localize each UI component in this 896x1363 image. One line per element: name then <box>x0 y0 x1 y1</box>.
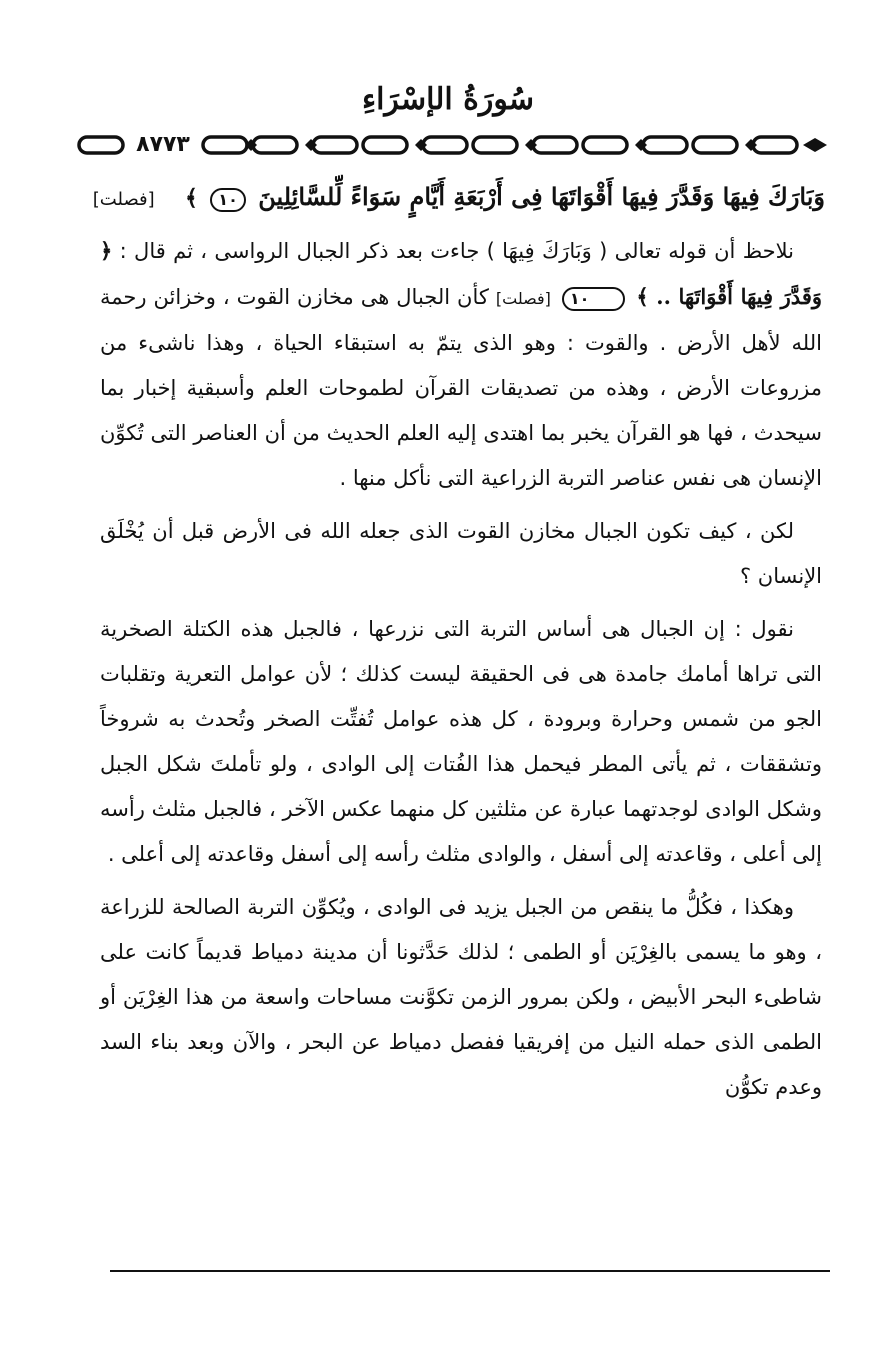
ayah-number-badge: ١٠ <box>210 188 246 212</box>
paragraph-text: كأن الجبال هى مخازن القوت ، وخزائن رحمة الله لأهل الأرض . والقوت : وهو الذى يتمّ به استبقاء الحياة ، وهذا ناشىء من مزروعات الأرض ، وهذه من تصديقات القرآن لطموحات العلم وأسبقية إخبار بما سيحدث ، فها هو القرآن يخبر بما اهتدى إليه العلم الحديث من أن العناصر التى تُكوِّن الإنسان هى نفس عناصر التربة الزراعية التى نأكل منها . <box>100 285 822 490</box>
paragraph: لكن ، كيف تكون الجبال مخازن القوت الذى جعله الله فى الأرض قبل أن يُخْلَق الإنسان ؟ <box>100 519 822 588</box>
surah-reference: [فصلت] <box>92 189 155 210</box>
paragraph: وهكذا ، فكُلُّ ما ينقص من الجبل يزيد فى الوادى ، ويُكوِّن التربة الصالحة للزراعة ، وهو ما يسمى بالغِرْيَن أو الطمى ؛ لذلك حَدَّثونا أن مدينة دمياط قديماً كانت على شاطىء البحر الأبيض ، ولكن بمرور الزمن تكوَّنت مساحات واسعة من هذا الغِرْيَن أو الطمى الذى حمله النيل من إفريقيا ففصل دمياط عن البحر ، والآن وبعد بناء السد وعدم تكوُّن <box>100 895 822 1099</box>
paragraph <box>100 228 822 501</box>
paragraph-text: نلاحظ أن قوله تعالى ( وَبَارَكَ فِيهَا ) جاءت بعد ذكر الجبال الرواسى ، ثم قال : <box>119 239 794 263</box>
paragraph: نقول : إن الجبال هى أساس التربة التى نزرعها ، فالجبل هذه الكتلة الصخرية التى تراها أمامك جامدة هى فى الحقيقة ليست كذلك ؛ لأن عوامل التعرية وتقلبات الجو من شمس وحرارة وبرودة ، كل هذه عوامل تُفتِّت الصخر وتُحدث به شروخاً وتشققات ، ثم يأتى المطر فيحمل هذا الفُتات إلى الوادى ، ولو تأملتَ شكل الجبل وشكل الوادى لوجدتهما عبارة عن مثلثين كل منهما عكس الآخر ، فالجبل مثلث رأسه إلى أعلى ، وقاعدته إلى أسفل ، والوادى مثلث رأسه إلى أسفل وقاعدته إلى أعلى . <box>100 617 822 866</box>
footer-rule <box>110 1270 830 1272</box>
surah-title: سُورَةُ الإسْرَاءِ <box>361 82 535 117</box>
closing-brace-icon: ﴾ <box>185 185 198 211</box>
commentary-text <box>100 228 822 1118</box>
verse-text: وَبَارَكَ فِيهَا وَقَدَّرَ فِيهَا أَقْوَاتَهَا فِى أَرْبَعَةِ أَيَّامٍ سَوَاءً لِّلسَّائِلِينَ <box>258 182 825 211</box>
surah-reference: [فصلت] <box>495 289 551 308</box>
ayah-number-badge: ١٠ <box>562 287 626 311</box>
inline-verse-quote: ﴿ وَقَدَّرَ فِيهَا أَقْوَاتَهَا .. ﴾ <box>100 238 822 309</box>
page-number: ٨٧٧٣ <box>133 130 193 160</box>
quran-verse <box>85 175 825 219</box>
